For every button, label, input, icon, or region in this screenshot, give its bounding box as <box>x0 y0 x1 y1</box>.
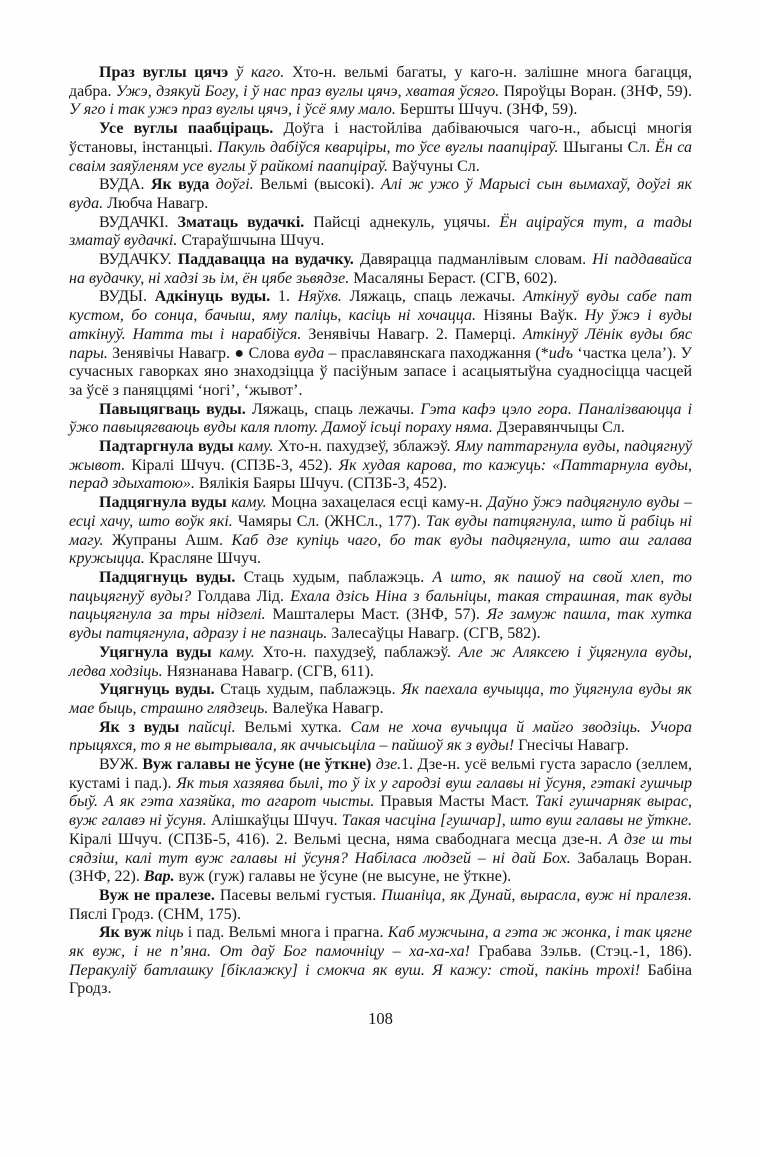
text-segment: Такі гушчарняк вырас, вуж галавэ ні ўсуня. <box>69 793 692 830</box>
text-segment: Ён са сваім заяўленям усе вуглы ў райкомі паапціраў. <box>69 138 692 175</box>
text-segment: Любча Навагр. <box>107 194 209 212</box>
text-segment: Яму паттаргнула вуды, падцягнуў жывот. <box>69 438 693 474</box>
text-segment: Зенявічы Навагр. ● Слова <box>112 344 295 362</box>
text-segment: Сам не хоча вучыцца й майго зводзіць. Учора прыцяхся, то я не вытрывала, як аччысьціла – пайшоў як з вуды! <box>69 718 693 755</box>
text-segment: Пайсці аднекуль, уцячы. <box>313 213 500 231</box>
text-segment: 1. Дзе-н. усё вельмі густа зарасло (зеллем, кустамі і пад.). <box>69 756 692 792</box>
text-segment: Каб дзе купіць чаго, бо так вуды падцягнула, што аш галава кружыцца. <box>69 531 693 568</box>
dictionary-entries <box>69 64 692 999</box>
text-segment: ВУЖ. <box>99 756 143 774</box>
dictionary-entry-paragraph <box>69 176 692 213</box>
dictionary-entry-paragraph <box>69 214 692 251</box>
text-segment: Падтаргнула вуды <box>99 438 238 456</box>
dictionary-entry-paragraph <box>69 494 692 569</box>
text-segment: Уцягнула вуды <box>99 643 220 661</box>
text-segment: Хто-н. вельмі багаты, у каго-н. залішне многа багацця, дабра. <box>69 64 693 100</box>
text-segment: 1. <box>278 288 298 306</box>
text-segment: Пяроўцы Воран. (ЗНФ, 59). <box>503 82 693 100</box>
text-segment: ВУДАЧКУ. <box>99 251 178 269</box>
text-segment: Гэта кафэ цэло гора. Паналізваюцца і ўжо павыцягваюць вуды каля плоту. Дамоў ісьці пораху няма. <box>69 400 693 437</box>
text-segment: Алі ж ужо ў Марысі сын вымахаў, доўгі як вуда. <box>69 176 693 212</box>
text-segment: ‘частка цела’). У сучасных гаворках яно знаходзіцца ў пасіўным запасе і асацыятыўна суадносіцца часцей за ўсё з паняццямі ‘ногі’, ‘жывот’. <box>69 344 693 399</box>
text-segment: Перакуліў батлашку [біклажку] і смокча як вуш. Я кажу: стой, пакінь трохі! <box>69 961 648 979</box>
text-segment: Ляжаць, спаць лежачы. <box>251 400 421 418</box>
text-segment: Ехала дзісь Ніна з бальніцы, такая страшная, так вуды пацьцягнула за тры нідзелі. <box>69 587 693 624</box>
text-segment: Ляжаць, спаць лежачы. <box>349 288 524 306</box>
text-segment: Жупраны Ашм. <box>112 531 232 549</box>
page-body <box>69 64 692 1028</box>
text-segment: пайсці. <box>188 718 245 736</box>
page-number: 108 <box>368 1009 393 1029</box>
text-segment: Але ж Аляксею і ўцягнула вуды, ледва ходзіць. <box>69 643 693 680</box>
text-segment: Падцягнула вуды <box>99 494 232 512</box>
text-segment: Ні паддавайса на вудачку, ні хадзі зь ім, ён цябе зьвядзе. <box>69 251 692 287</box>
text-segment: udъ <box>548 344 578 362</box>
dictionary-entry-paragraph <box>69 569 692 644</box>
text-segment: Вар. <box>143 868 179 886</box>
text-segment: Вуж не пралезе. <box>99 886 220 904</box>
text-segment: Валеўка Навагр. <box>272 699 384 717</box>
text-segment: Падцягнуць вуды. <box>99 568 244 586</box>
text-segment: Кіралі Шчуч. (СПЗБ-3, 452). <box>131 456 339 474</box>
text-segment: Пасевы вельмі густыя. <box>219 886 382 904</box>
text-segment: – праславянскага паходжання (* <box>328 344 549 362</box>
text-segment: Як вуда <box>150 176 216 194</box>
text-segment: Хто-н. пахудзеў, зблажэў. <box>277 438 455 456</box>
text-segment: Стаць худым, паблажэць. <box>220 681 402 699</box>
text-segment: Хто-н. пахудзеў, паблажэў. <box>262 643 459 661</box>
text-segment: Ужэ, дзякуй Богу, і ў нас праз вуглы цячэ, хватая ўсяго. <box>115 82 504 100</box>
text-segment: Каб мужчына, а гэта ж жонка, і так цягне як вуж, і не п’яна. От даў Бог памочніцу – ха-ха-ха! <box>69 924 693 961</box>
text-segment: Ну ўжэ і вуды аткінуў. Натта ты і нарабіўся. <box>69 307 692 343</box>
text-segment: Зенявічы Навагр. 2. Памерці. <box>308 325 523 343</box>
text-segment: Голдава Лід. <box>197 587 291 605</box>
text-segment: Яг замуж пашла, так хутка вуды патцягнула, адразу і не пазнаць. <box>69 606 692 643</box>
text-segment: піць <box>155 924 188 942</box>
text-segment: Як тыя хазяява былі, то ў іх у гародзі вуш галавы ні ўсуня, гэтакі гушчыр быў. А як гэта хазяйка, то агарот чысты. <box>69 774 692 811</box>
text-segment: Як вуж <box>99 924 156 942</box>
text-segment: вуж (гуж) галавы не ўсуне (не высуне, не ўткне). <box>178 868 512 886</box>
text-segment: Бабіна Гродз. <box>69 961 692 998</box>
text-segment: Нязнанава Навагр. (СГВ, 611). <box>166 662 374 680</box>
text-segment: ВУДЫ. <box>99 288 155 306</box>
text-segment: Такая часціна [гушчар], што вуш галавы не ўткне. <box>341 812 693 830</box>
text-segment: Доўга і настойліва дабіваючыся чаго-н., абысці многія ўстановы, інстанцыі. <box>69 120 692 156</box>
text-segment: ВУДА. <box>99 176 151 194</box>
text-segment: Красляне Шчуч. <box>148 550 262 568</box>
text-segment: вуда <box>294 344 329 362</box>
text-segment: А дзе ш ты сядзіш, калі тут вуж галавы ні ўсуня? Набіласа людзей – ні дай Бох. <box>69 830 692 867</box>
dictionary-entry-paragraph <box>69 887 692 924</box>
text-segment: Праз вуглы цячэ <box>99 64 237 81</box>
text-segment: Шыганы Сл. <box>563 138 655 156</box>
dictionary-entry-paragraph <box>69 64 692 120</box>
text-segment: Павыцягваць вуды. <box>99 400 252 418</box>
text-segment: Давярацца падманлівым словам. <box>359 251 593 269</box>
text-segment: Як худая карова, то кажуць: «Паттарнула вуды, перад здыхатою». <box>69 456 693 493</box>
text-segment: Зматаць вудачкі. <box>177 213 314 231</box>
text-segment: Моцна захацелася есці каму-н. <box>271 494 488 512</box>
dictionary-entry-paragraph <box>69 924 692 999</box>
dictionary-entry-paragraph <box>69 288 692 400</box>
text-segment: Так вуды патцягнула, што й рабіць ні магу. <box>69 512 693 549</box>
text-segment: Адкінуць вуды. <box>154 288 279 306</box>
text-segment: Нізяны Ваўк. <box>483 307 585 325</box>
text-segment: Уцягнуць вуды. <box>99 681 221 699</box>
text-segment: Як з вуды <box>99 718 189 736</box>
text-segment: Даўно ўжэ падцягнуло вуды – есці хачу, што воўк які. <box>69 494 692 530</box>
text-segment: Пяслі Гродз. (СНМ, 175). <box>69 905 241 923</box>
dictionary-entry-paragraph <box>69 401 692 438</box>
dictionary-entry-paragraph <box>69 719 692 756</box>
dictionary-entry-paragraph <box>69 756 692 887</box>
text-segment: Усе вуглы паабціраць. <box>99 120 284 138</box>
text-segment: У яго і так ужэ праз вуглы цячэ, і ўсё яму мало. <box>69 101 400 119</box>
text-segment: Аткінуў вуды сабе пат кустом, бо сонца, бачыш, яму паліць, касіць ні хочацца. <box>69 288 693 325</box>
text-segment: Як паехала вучыцца, то ўцягнула вуды як мае быць, страшно глядзець. <box>69 681 693 717</box>
text-segment: Дзеравянчыцы Сл. <box>496 419 625 437</box>
text-segment: Бершты Шчуч. (ЗНФ, 59). <box>399 101 578 119</box>
text-segment: дзе. <box>375 756 402 774</box>
text-segment: Аткінуў Лёнік вуды бяс пары. <box>69 325 692 362</box>
text-segment: Гнесічы Навагр. <box>518 737 629 755</box>
text-segment: Кіралі Шчуч. (СПЗБ-5, 416). 2. Вельмі цесна, няма свабоднага месца дзе-н. <box>69 830 609 848</box>
text-segment: каму. <box>219 643 263 661</box>
text-segment: Забалаць Воран. (ЗНФ, 22). <box>69 849 693 886</box>
text-segment: Чамяры Сл. (ЖНСл., 177). <box>237 512 426 530</box>
dictionary-entry-paragraph <box>69 438 692 494</box>
text-segment: Ваўчуны Сл. <box>391 157 480 175</box>
text-segment: Вуж галавы не ўсуне (не ўткне) <box>142 756 376 774</box>
text-segment: Правыя Масты Маст. <box>380 793 535 811</box>
text-segment: доўгі. <box>215 176 261 194</box>
dictionary-entry-paragraph <box>69 251 692 288</box>
text-segment: каму. <box>238 438 278 456</box>
text-segment: Стараўшчына Шчуч. <box>181 232 325 250</box>
text-segment: Стаць худым, паблажэць. <box>243 568 433 586</box>
text-segment: Вельмі хутка. <box>244 718 351 736</box>
text-segment: Пакуль дабіўся кварціры, то ўсе вуглы паапціраў. <box>217 138 564 156</box>
text-segment: ў каго. <box>236 64 293 81</box>
dictionary-entry-paragraph <box>69 644 692 681</box>
text-segment: Залесаўцы Навагр. (СГВ, 582). <box>331 625 541 643</box>
page-number-row <box>69 1009 692 1028</box>
text-segment: ВУДАЧКІ. <box>99 213 178 231</box>
text-segment: А што, як пашоў на свой хлеп, то пацьцягнуў вуды? <box>69 568 692 605</box>
dictionary-entry-paragraph <box>69 120 692 176</box>
text-segment: Пшаніца, як Дунай, вырасла, вуж ні пралезя. <box>381 886 692 904</box>
text-segment: Няўхв. <box>297 288 350 306</box>
text-segment: Масаляны Бераст. (СГВ, 602). <box>353 269 558 287</box>
text-segment: Алішкаўцы Шчуч. <box>210 812 342 830</box>
text-segment: і пад. Вельмі многа і прагна. <box>187 924 388 942</box>
text-segment: Паддавацца на вудачку. <box>177 251 360 269</box>
text-segment: Вельмі (высокі). <box>260 176 381 194</box>
dictionary-entry-paragraph <box>69 681 692 718</box>
text-segment: каму. <box>231 494 272 512</box>
text-segment: Ён аціраўся тут, а тады зматаў вудачкі. <box>69 213 692 250</box>
text-segment: Грабава Зэльв. (Стэц.-1, 186). <box>478 943 693 961</box>
text-segment: Вялікія Баяры Шчуч. (СПЗБ-3, 452). <box>198 475 447 493</box>
text-segment: Машталеры Маст. (ЗНФ, 57). <box>272 606 487 624</box>
